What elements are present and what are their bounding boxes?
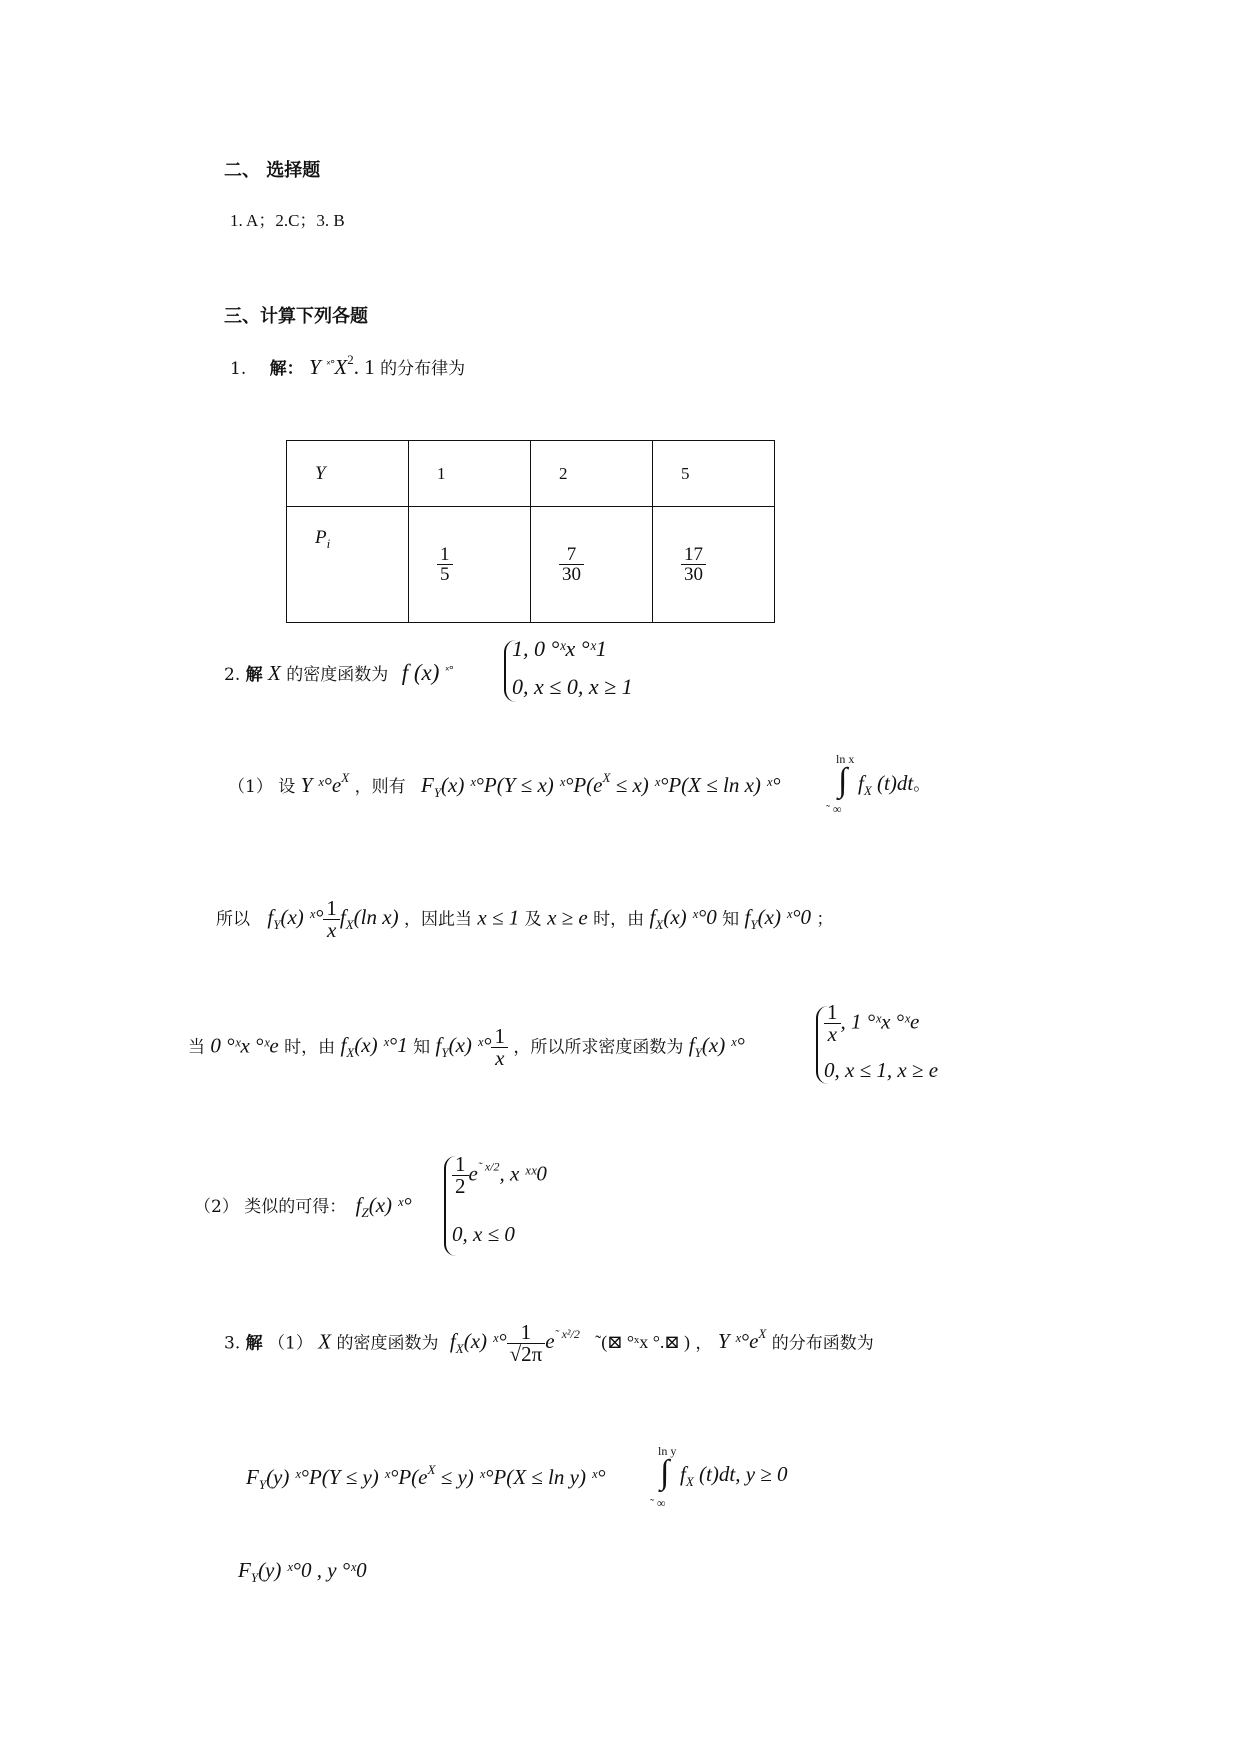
math-var: X [318, 1329, 332, 1354]
section-title-calculation: 三、计算下列各题 [224, 306, 368, 327]
math-expression: $f_Y(x)$ ˣ°0 [744, 905, 812, 933]
table-cell: $\frac{7}{30}$ [531, 507, 653, 623]
part-label: （1） [228, 777, 273, 797]
table-row [287, 507, 775, 623]
problem-text: 知 [722, 909, 740, 930]
solution-label: 解： [269, 359, 304, 379]
table-cell: Y [287, 441, 409, 507]
problem-text: 的密度函数为 [336, 1333, 439, 1354]
integral-lower-limit: ˜ ∞ [650, 1496, 666, 1510]
math-expression: $f_Y(x)$ ˣ° $\frac{1}{x}$ $f_X(\ln$ x) [267, 896, 399, 942]
math-expression: x ≤ 1 [477, 905, 520, 930]
problem-text: 的分布律为 [380, 359, 466, 379]
problem-number: 3. [224, 1333, 241, 1354]
problem-2-part-2 [194, 1192, 412, 1221]
piecewise-case: 0, x ≤ 0, x ≥ 1 [512, 674, 633, 699]
math-expression: Y $ˣ^\circ e^X$ [300, 770, 350, 797]
table-cell: $P_i$ [287, 507, 409, 623]
math-expression: Y $^{ˣ^\circ}X^2$. 1 [309, 352, 375, 379]
piecewise-case: 0, x ≤ 0 [452, 1222, 515, 1246]
problem-2-line: 2. 解 X 的密度函数为 f (x) $^{ˣ^\circ}$ [224, 660, 454, 685]
integral-sign-icon: ∫ [838, 762, 848, 799]
math-expression: $f_Z(x)$ ˣ° [355, 1193, 412, 1220]
math-var: X [268, 661, 281, 685]
integral-sign-icon: ∫ [660, 1454, 670, 1491]
math-expression: $f_X$ (t)dt。 [858, 771, 931, 798]
piecewise-case: 1, 0 °ˣx °ˣ1 [512, 636, 607, 661]
problem-text: ， [695, 1333, 713, 1354]
problem-1-line [230, 352, 465, 380]
problem-text: ，所以所求密度函数为 [513, 1037, 684, 1058]
table-cell: $\frac{17}{30}$ [653, 507, 775, 623]
math-expression: Y $ˣ^\circ e^X$ [717, 1326, 767, 1354]
table-cell: 2 [531, 441, 653, 507]
problem-2-part-1 [228, 770, 781, 801]
part-label: （1） [268, 1333, 313, 1354]
problem-3-line [224, 1322, 874, 1365]
problem-text: 知 [413, 1037, 431, 1058]
problem-text: ，则有 [354, 777, 406, 797]
table-cell: $\frac{1}{5}$ [409, 507, 531, 623]
math-expression: 0 °ˣx °ˣe [210, 1033, 279, 1058]
problem-text: 的密度函数为 [286, 665, 389, 685]
problem-text: 所以 [216, 909, 250, 930]
integral-upper-limit: ln x [836, 752, 855, 766]
piecewise-case: $\frac{1}{x}$ , 1 °ˣx °ˣe [824, 1002, 919, 1045]
table-cell: 5 [653, 441, 775, 507]
problem-text: 时，由 [593, 909, 645, 930]
problem-2-result-2 [188, 1026, 745, 1069]
problem-text: 的分布函数为 [771, 1333, 874, 1354]
part-label: （2） [194, 1197, 239, 1217]
math-expression: $f_X(x)$ ˣ°1 [340, 1033, 408, 1061]
table-cell: 1 [409, 441, 531, 507]
problem-2-result-1 [216, 898, 833, 941]
math-expression: $f_Y(x)$ ˣ° $\frac{1}{x}$ [436, 1033, 508, 1057]
math-expression: $f_Y(x)$ ˣ° [688, 1033, 745, 1061]
math-expression: $f_X(x)$ ˣ° $\frac{1}{√2\pi}$ $e^{˜ x^2/2}$ [449, 1320, 580, 1366]
problem-text: 及 [524, 909, 542, 930]
problem-text: ； [816, 909, 834, 930]
piecewise-case: 0, x ≤ 1, x ≥ e [824, 1058, 939, 1082]
solution-label: 解 [245, 1333, 263, 1354]
problem-text: 时，由 [284, 1037, 336, 1058]
choice-answers: 1. A；2.C；3. B [230, 211, 345, 230]
math-expression: $f_X(x)$ ˣ°0 [649, 905, 717, 933]
math-expression: x ≥ e [547, 905, 588, 930]
math-expression: f (x) [401, 660, 440, 685]
math-expression: $f_X$ (t)dt, y ≥ 0 [680, 1462, 788, 1489]
distribution-table [286, 440, 775, 623]
integral-lower-limit: ˜ ∞ [826, 802, 842, 816]
problem-text: ，因此当 [403, 909, 472, 930]
math-expression: ˜(⊠ °ˣx °.⊠ ) [595, 1332, 690, 1353]
table-row [287, 441, 775, 507]
integral-upper-limit: ln y [658, 1444, 677, 1458]
problem-text: 类似的可得： [244, 1197, 347, 1217]
problem-text: 当 [188, 1037, 205, 1058]
problem-3-equation-1: $F_Y(y)$ ˣ°P(Y ≤ y) $ˣ^\circ P(e^X \le y)$ ˣ°P(X ≤ ln y) ˣ° [246, 1462, 606, 1492]
math-expression: $F_Y(x)$ ˣ°P(Y ≤ x) $ˣ^\circ P(e^X \le x)$ ˣ°P(X ≤ ln x) ˣ° [420, 770, 781, 800]
problem-text: 设 [278, 777, 296, 797]
section-title-choice: 二、 选择题 [224, 160, 321, 181]
problem-number: 2. [224, 665, 241, 685]
problem-3-equation-2: $F_Y(y)$ ˣ°0 , y °ˣ0 [238, 1558, 367, 1585]
piecewise-case: $\frac{1}{2}$ $e^{˜ x/2}$, x ˣˣ0 [452, 1154, 547, 1197]
problem-number: 1. [230, 359, 247, 379]
solution-label: 解 [245, 665, 263, 685]
